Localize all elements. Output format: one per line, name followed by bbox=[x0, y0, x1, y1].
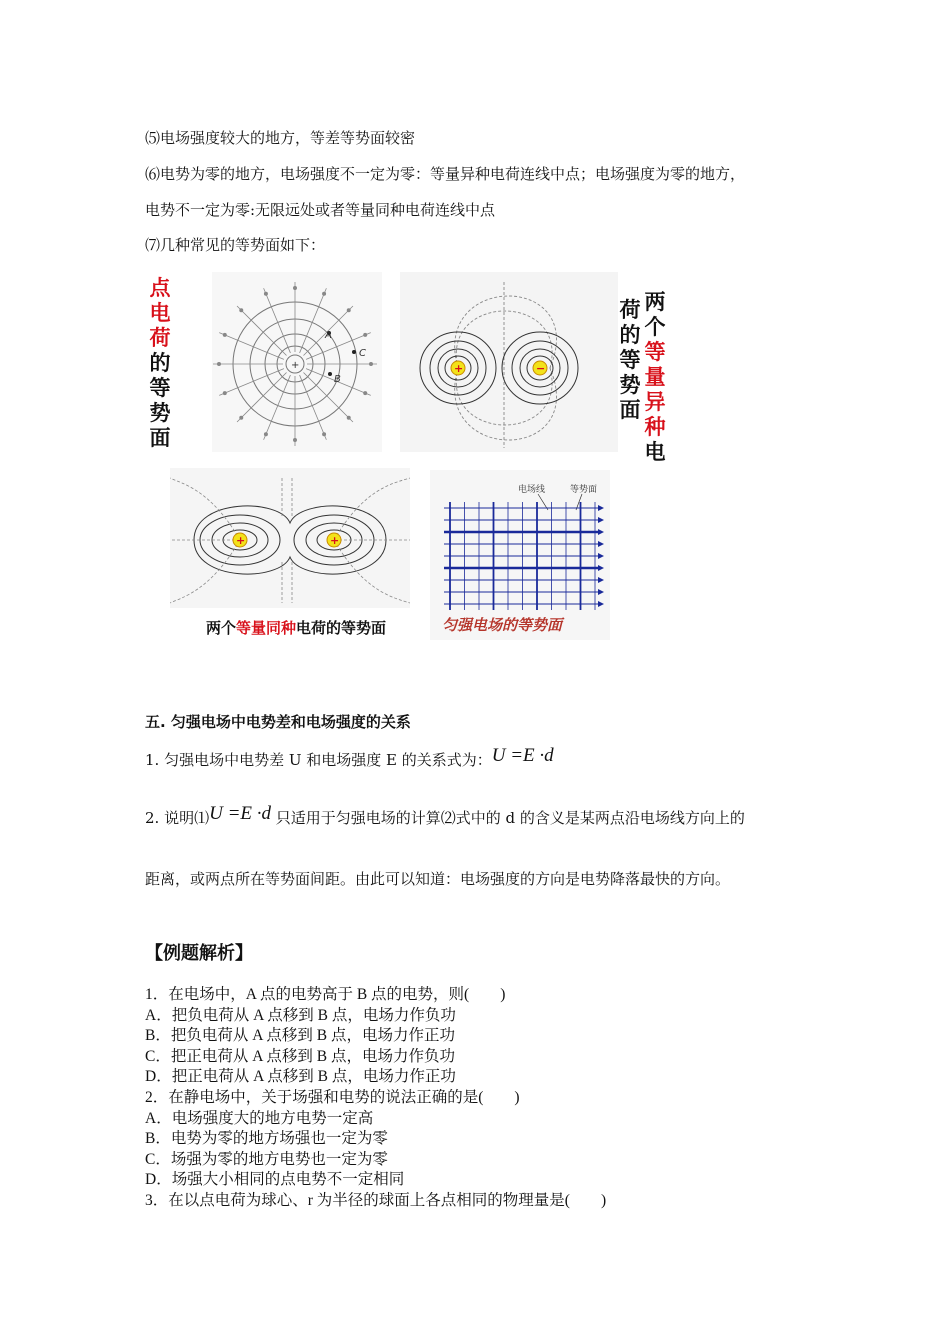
field-arrowhead bbox=[264, 292, 267, 295]
field-arrowhead bbox=[217, 362, 220, 365]
opp-col1-char: 的 bbox=[619, 323, 641, 347]
formula-u-ed: U =E ·d bbox=[491, 745, 554, 766]
example-line: 3．在以点电荷为球心、r 为半径的球面上各点相同的物理量是( ) bbox=[145, 1191, 607, 1209]
opp-col2-char: 量 bbox=[644, 365, 666, 389]
pc-label-char: 的 bbox=[149, 351, 171, 375]
positive-charge-sign: + bbox=[454, 362, 464, 375]
field-arrowhead bbox=[293, 438, 296, 441]
example-line: 2．在静电场中，关于场强和电势的说法正确的是( ) bbox=[145, 1088, 520, 1106]
uniform-field-diagram bbox=[430, 470, 610, 640]
opp-col1-char: 等 bbox=[619, 348, 641, 372]
field-arrowhead bbox=[223, 391, 226, 394]
example-line: D．场强大小相同的点电势不一定相同 bbox=[145, 1171, 405, 1189]
example-line: A．把负电荷从 A 点移到 B 点，电场力作负功 bbox=[145, 1006, 456, 1024]
field-arrowhead bbox=[364, 391, 367, 394]
like-caption-highlight: 等量同种 bbox=[236, 619, 297, 637]
like-charges-caption bbox=[206, 617, 386, 638]
pc-label-char: 等 bbox=[149, 376, 171, 400]
section5-p1-text: 1. 匀强电场中电势差 U 和电场强度 E 的关系式为： bbox=[145, 751, 492, 769]
field-arrowhead bbox=[293, 286, 296, 289]
field-arrowhead bbox=[322, 433, 325, 436]
opp-col2-char: 等 bbox=[644, 340, 666, 364]
opp-col1-char: 面 bbox=[619, 398, 641, 422]
section5-p2-prefix: 2. 说明⑴ bbox=[145, 809, 210, 827]
section5-p1 bbox=[145, 745, 554, 770]
opposite-charges-diagram bbox=[400, 272, 618, 452]
section5-title: 五. 匀强电场中电势差和电场强度的关系 bbox=[145, 713, 411, 731]
field-arrowhead bbox=[347, 309, 350, 312]
field-arrowhead bbox=[369, 362, 372, 365]
like-charges-diagram bbox=[170, 468, 410, 608]
field-arrowhead bbox=[264, 433, 267, 436]
field-arrowhead bbox=[347, 416, 350, 419]
section5-p2-line2: 距离，或两点所在等势面间距。由此可以知道：电场强度的方向是电势降落最快的方向。 bbox=[145, 870, 731, 888]
example-line: 1．在电场中，A 点的电势高于 B 点的电势，则( ) bbox=[145, 986, 506, 1003]
example-line: C．场强为零的地方电势也一定为零 bbox=[145, 1150, 388, 1168]
note-item-5: ⑸电场强度较大的地方，等差等势面较密 bbox=[145, 129, 416, 147]
like-charge-sign-left: + bbox=[236, 534, 246, 547]
point-a-label: A bbox=[325, 330, 332, 341]
legend-equipotential: 等势面 bbox=[570, 485, 598, 495]
opp-col2-char: 个 bbox=[644, 315, 666, 339]
opp-col2-char: 种 bbox=[644, 415, 666, 439]
example-line: D．把正电荷从 A 点移到 B 点，电场力作正功 bbox=[145, 1068, 456, 1086]
negative-charge-sign: − bbox=[536, 362, 546, 375]
example-line: B．把负电荷从 A 点移到 B 点，电场力作正功 bbox=[145, 1027, 456, 1045]
opposite-charges-label-col1 bbox=[618, 298, 642, 423]
example-line: A．电场强度大的地方电势一定高 bbox=[145, 1109, 374, 1127]
opp-col2-char: 两 bbox=[644, 290, 666, 314]
opp-col2-char: 电 bbox=[644, 440, 666, 464]
examples-heading: 【例题解析】 bbox=[145, 943, 253, 964]
pc-label-char: 面 bbox=[149, 426, 171, 450]
note-item-7: ⑺几种常见的等势面如下： bbox=[145, 236, 326, 254]
point-c-label: C bbox=[359, 348, 366, 359]
example-line: B．电势为零的地方场强也一定为零 bbox=[145, 1130, 388, 1148]
opp-col1-char: 势 bbox=[619, 373, 641, 397]
pc-label-char: 势 bbox=[149, 401, 171, 425]
formula-u-ed-inline: U =E ·d bbox=[209, 803, 271, 824]
example-line: C．把正电荷从 A 点移到 B 点，电场力作负功 bbox=[145, 1047, 456, 1065]
point-charge-sign: + bbox=[291, 360, 300, 371]
pc-label-char: 点 bbox=[149, 276, 171, 300]
section5-p2 bbox=[145, 803, 745, 828]
field-arrowhead bbox=[322, 292, 325, 295]
pc-label-char: 电 bbox=[149, 301, 171, 325]
like-caption-suffix: 电荷的等势面 bbox=[296, 619, 387, 637]
like-charge-sign-right: + bbox=[330, 534, 340, 547]
field-arrowhead bbox=[240, 416, 243, 419]
field-arrowhead bbox=[223, 333, 226, 336]
note-item-6-line1: ⑹电势为零的地方，电场强度不一定为零：等量异种电荷连线中点；电场强度为零的地方， bbox=[145, 165, 746, 183]
uniform-field-caption: 匀强电场的等势面 bbox=[442, 616, 563, 634]
point-charge-label bbox=[148, 276, 172, 451]
note-item-6-line2: 电势不一定为零:无限远处或者等量同种电荷连线中点 bbox=[145, 201, 496, 219]
opp-col1-char: 荷 bbox=[619, 298, 641, 322]
opposite-charges-label-col2 bbox=[643, 290, 667, 465]
legend-field-lines: 电场线 bbox=[518, 485, 546, 495]
pc-label-char: 荷 bbox=[149, 326, 171, 350]
example-questions bbox=[145, 985, 606, 1212]
like-caption-prefix: 两个 bbox=[206, 619, 237, 637]
section5-p2-suffix: 只适用于匀强电场的计算⑵式中的 d 的含义是某两点沿电场线方向上的 bbox=[271, 809, 745, 827]
opp-col2-char: 异 bbox=[644, 390, 666, 414]
field-arrowhead bbox=[364, 333, 367, 336]
point-charge-diagram bbox=[212, 272, 382, 452]
field-arrowhead bbox=[240, 309, 243, 312]
point-b-label: B bbox=[334, 374, 341, 385]
